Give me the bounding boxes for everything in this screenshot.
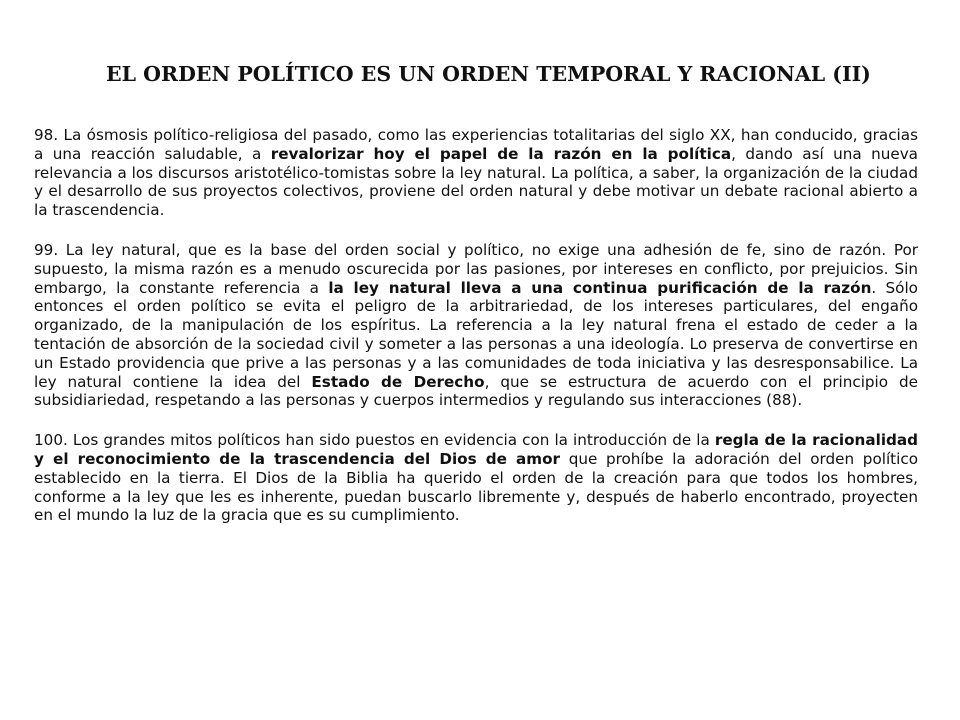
paragraph-text: , que se estructura de acuerdo con el principio de subsidiariedad, respetando a las personas y cuerpos intermedios y regulando sus interacciones (88). <box>34 372 918 410</box>
paragraph-emphasis: la ley natural lleva a una continua purificación de la razón <box>328 278 872 297</box>
paragraph-text: 100. Los grandes mitos políticos han sido puestos en evidencia con la introducción de la <box>34 431 715 450</box>
paragraph-emphasis: Estado de Derecho <box>311 372 485 391</box>
paragraph-99 <box>34 241 918 410</box>
paragraph-text: , dando así una nueva relevancia a los discursos aristotélico-tomistas sobre la ley natural. La política, a saber, la organización de la ciudad y el desarrollo de sus proyectos colectivos, proviene del orden natural y debe motivar un debate racional abierto a la trascendencia. <box>34 144 918 220</box>
slide-body <box>34 126 918 546</box>
paragraph-text: 99. La ley natural, que es la base del orden social y político, no exige una adhesión de fe, sino de razón. Por supuesto, la misma razón es a menudo oscurecida por las pasiones, por intereses en conflicto, por prejuicios. Sin embargo, la constante referencia a <box>34 240 918 297</box>
slide-title: EL ORDEN POLÍTICO ES UN ORDEN TEMPORAL Y RACIONAL (II) <box>106 62 871 86</box>
paragraph-100 <box>34 431 918 525</box>
paragraph-text: . Sólo entonces el orden político se evita el peligro de la arbitrariedad, de los intereses particulares, del engaño organizado, de la manipulación de los espíritus. La referencia a la ley natural frena el estado de ceder a la tentación de absorción de la sociedad civil y someter a las personas a una ideología. Lo preserva de convertirse en un Estado providencia que prive a las personas y a las comunidades de toda iniciativa y las desresponsabilice. La ley natural contiene la idea del <box>34 278 918 391</box>
paragraph-text: que prohíbe la adoración del orden político establecido en la tierra. El Dios de la Biblia ha querido el orden de la creación para que todos los hombres, conforme a la ley que les es inherente, puedan buscarlo libremente y, después de haberlo encontrado, proyecten en el mundo la luz de la gracia que es su cumplimiento. <box>34 449 918 525</box>
paragraph-text: 98. La ósmosis político-religiosa del pasado, como las experiencias totalitarias del siglo XX, han conducido, gracias a una reacción saludable, a <box>34 126 918 163</box>
paragraph-emphasis: revalorizar hoy el papel de la razón en la política <box>270 144 732 163</box>
paragraph-98 <box>34 126 918 220</box>
paragraph-emphasis: regla de la racionalidad y el reconocimiento de la trascendencia del Dios de amor <box>34 431 919 468</box>
